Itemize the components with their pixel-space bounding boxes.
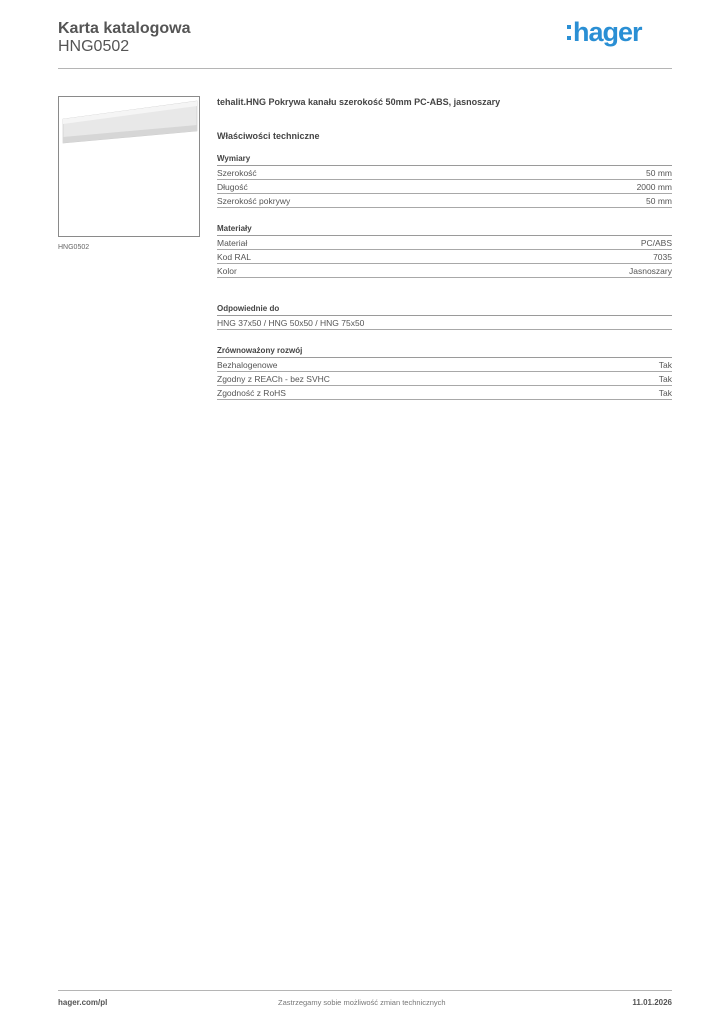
spec-label: Zgodność z RoHS [217,388,286,398]
spec-value: 7035 [653,252,672,262]
spec-label: Długość [217,182,248,192]
dimensions-title: Wymiary [217,153,672,166]
spec-value: Tak [658,360,672,370]
spec-value: Tak [658,374,672,384]
hager-logo [567,16,657,50]
product-title: tehalit.HNG Pokrywa kanału szerokość 50mm PC-ABS, jasnoszary [217,97,501,107]
image-caption: HNG0502 [58,244,90,251]
spec-value: PC/ABS [640,238,672,248]
spec-row [217,316,672,330]
spec-row [217,358,672,372]
spec-label: Kolor [217,266,237,276]
footer-website: hager.com/pl [58,998,108,1007]
spec-value: 2000 mm [636,182,672,192]
spec-row [217,250,672,264]
materials-title: Materiały [217,223,672,236]
product-code: HNG0502 [58,38,130,55]
product-specs [217,96,672,400]
technical-section-title: Właściwości techniczne [217,131,320,141]
dimensions-group [217,153,672,208]
spec-row [217,386,672,400]
spec-label: Zgodny z REACh - bez SVHC [217,374,330,384]
spec-label: Szerokość pokrywy [217,196,291,206]
spec-value: 50 mm [646,196,672,206]
header-divider [58,68,672,69]
spec-row [217,166,672,180]
spec-value: Jasnoszary [629,266,672,276]
page-title: Karta katalogowa [58,20,191,37]
spec-label: HNG 37x50 / HNG 50x50 / HNG 75x50 [217,318,365,328]
sustainability-group [217,345,672,400]
spec-label: Szerokość [217,168,257,178]
spec-value: 50 mm [646,168,672,178]
spec-row [217,372,672,386]
materials-group [217,223,672,278]
footer-date: 11.01.2026 [632,998,672,1007]
footer-disclaimer: Zastrzegamy sobie możliwość zmian technicznych [278,998,446,1007]
spec-label: Kod RAL [217,252,252,262]
sustainability-title: Zrównoważony rozwój [217,345,672,358]
product-image-frame [58,96,200,237]
spec-value: Tak [658,388,672,398]
suitable-title: Odpowiednie do [217,303,672,316]
spec-label: Materiał [217,238,248,248]
spec-row [217,236,672,250]
footer-divider [58,990,672,991]
cable-duct-cover-image [59,97,199,236]
spec-row [217,264,672,278]
spec-row [217,180,672,194]
spec-row [217,194,672,208]
spec-label: Bezhalogenowe [217,360,278,370]
logo-text: hager [573,17,642,47]
suitable-group [217,303,672,330]
